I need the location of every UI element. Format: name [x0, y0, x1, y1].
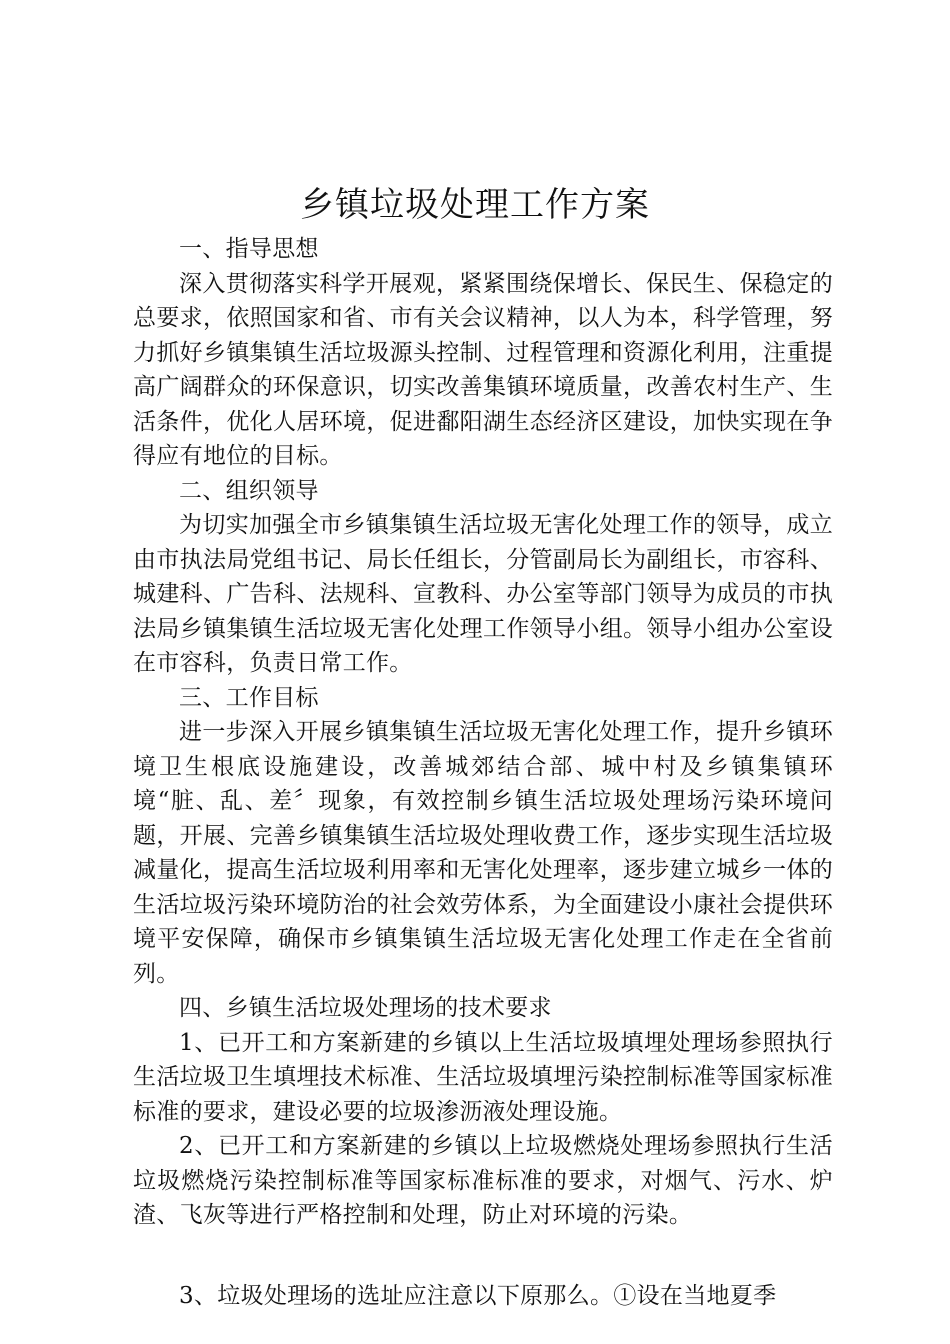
section-heading-organization: 二、组织领导 — [179, 477, 319, 504]
paragraph-spacer — [133, 1233, 833, 1279]
document-title: 乡镇垃圾处理工作方案 — [300, 185, 650, 225]
paragraph-requirement-3: 3、垃圾处理场的选址应注意以下原那么。①设在当地夏季 — [179, 1282, 777, 1309]
document-body — [133, 232, 833, 1313]
section-heading-guiding-thought: 一、指导思想 — [179, 236, 319, 262]
paragraph-requirement-2: 2、已开工和方案新建的乡镇以上垃圾燃烧处理场参照执行生活垃圾燃烧污染控制标准等国家标准标准的要求，对烟气、污水、炉渣、飞灰等进行严格控制和处理，防止对环境的污染。 — [133, 1133, 833, 1228]
section-heading-work-goals: 三、工作目标 — [179, 684, 319, 711]
paragraph-requirement-1: 1、已开工和方案新建的乡镇以上生活垃圾填埋处理场参照执行生活垃圾卫生填埋技术标准、生活垃圾填埋污染控制标准等国家标准标准的要求，建设必要的垃圾渗沥液处理设施。 — [133, 1029, 833, 1125]
paragraph-guiding-thought: 深入贯彻落实科学开展观，紧紧围绕保增长、保民生、保稳定的总要求，依照国家和省、市有关会议精神，以人为本，科学管理，努力抓好乡镇集镇生活垃圾源头控制、过程管理和资源化利用，注重提高广阔群众的环保意识，切实改善集镇环境质量，改善农村生产、生活条件，优化人居环境，促进鄱阳湖生态经济区建设，加快实现在争得应有地位的目标。 — [133, 270, 833, 469]
paragraph-work-goals: 进一步深入开展乡镇集镇生活垃圾无害化处理工作，提升乡镇环境卫生根底设施建设，改善城郊结合部、城中村及乡镇集镇环境“脏、乱、差〞现象，有效控制乡镇生活垃圾处理场污染环境问题，开展、完善乡镇集镇生活垃圾处理收费工作，逐步实现生活垃圾减量化，提高生活垃圾利用率和无害化处理率，逐步建立城乡一体的生活垃圾污染环境防治的社会效劳体系，为全面建设小康社会提供环境平安保障，确保市乡镇集镇生活垃圾无害化处理工作走在全省前列。 — [133, 719, 833, 987]
paragraph-organization: 为切实加强全市乡镇集镇生活垃圾无害化处理工作的领导，成立由市执法局党组书记、局长任组长，分管副局长为副组长，市容科、城建科、广告科、法规科、宣教科、办公室等部门领导为成员的市执法局乡镇集镇生活垃圾无害化处理工作领导小组。领导小组办公室设在市容科，负责日常工作。 — [133, 512, 833, 676]
section-heading-technical-requirements: 四、乡镇生活垃圾处理场的技术要求 — [179, 995, 552, 1021]
